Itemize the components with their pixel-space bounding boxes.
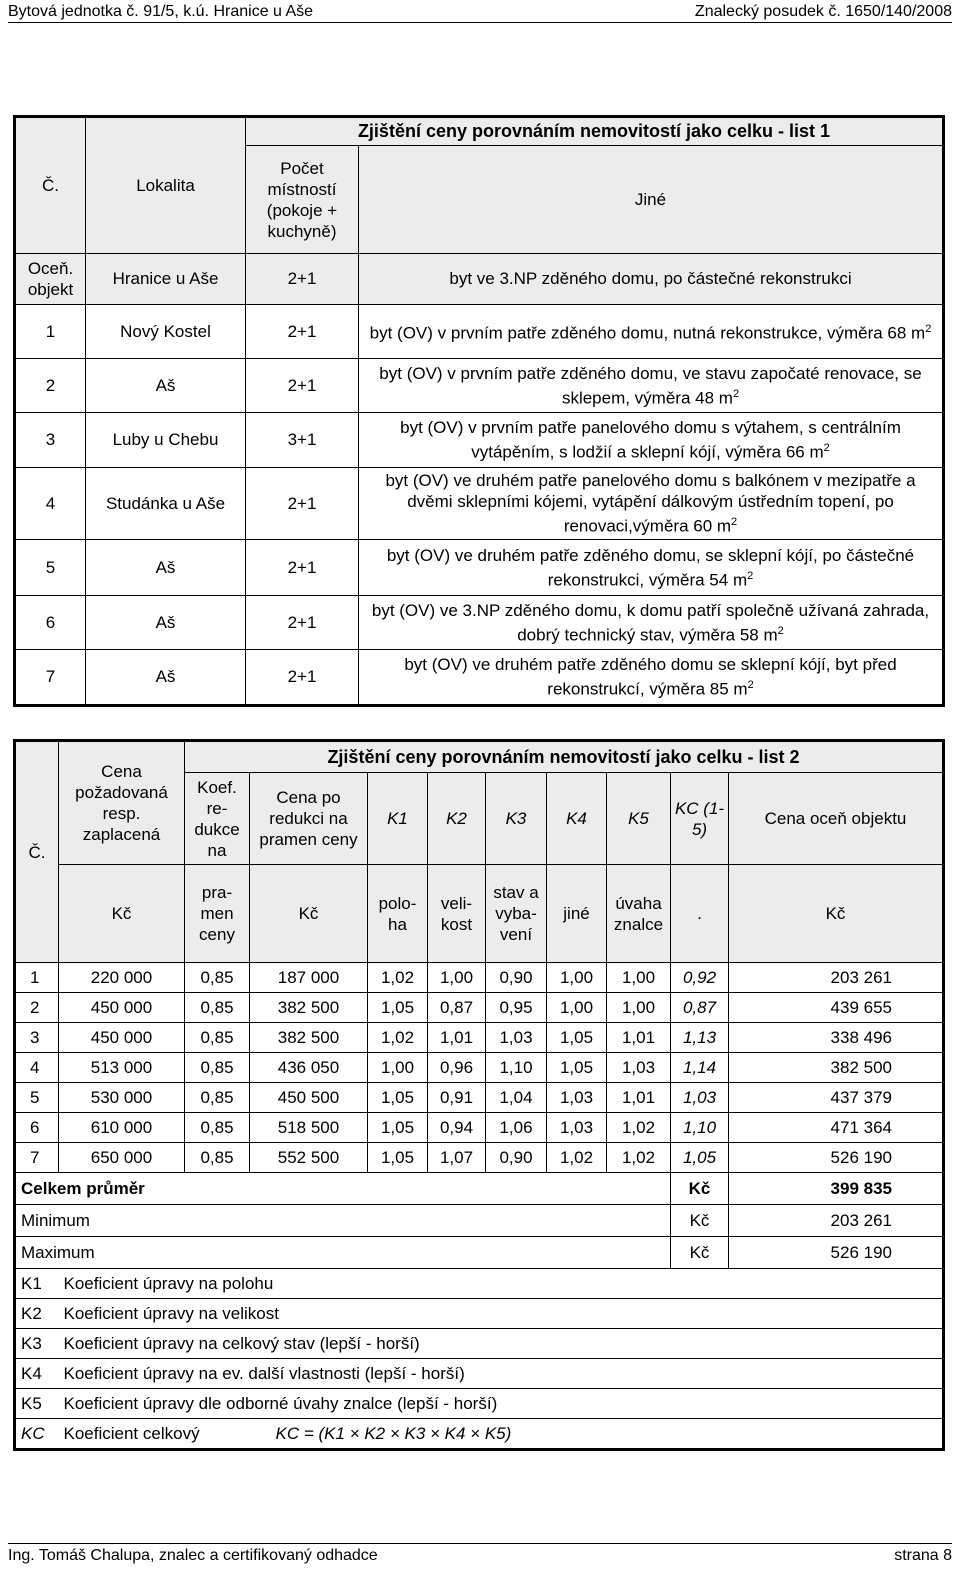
cell-k4: 1,02 bbox=[547, 1143, 607, 1173]
legend-key: K5 bbox=[15, 1389, 59, 1419]
row-jine: byt (OV) v prvním patře panelového domu s výtahem, s centrálním vytápěním, s lodžií a sklepní kójí, výměra 66 $m^2$ bbox=[359, 413, 944, 468]
cell-kc: 1,10 bbox=[671, 1113, 729, 1143]
legend-text: Koeficient úpravy na ev. další vlastnosti (lepší - horší) bbox=[59, 1359, 944, 1389]
unit-stav: stav a vyba- vení bbox=[486, 865, 547, 963]
row-pocet: 2+1 bbox=[246, 359, 359, 413]
legend-text: Koeficient úpravy na polohu bbox=[59, 1269, 944, 1299]
cell-cena: 530 000 bbox=[59, 1083, 185, 1113]
unit-uvaha: úvaha znalce bbox=[607, 865, 671, 963]
unit-poloha: polo- ha bbox=[368, 865, 428, 963]
row-pocet: 2+1 bbox=[246, 650, 359, 706]
cell-k5: 1,00 bbox=[607, 993, 671, 1023]
cell-cena-ocen: 471 364 bbox=[729, 1113, 944, 1143]
row-jine: byt (OV) ve druhém patře zděného domu se sklepní kójí, byt před rekonstrukcí, výměra 85 $m^2$ bbox=[359, 650, 944, 706]
cell-k2: 0,87 bbox=[428, 993, 486, 1023]
cell-k4: 1,05 bbox=[547, 1053, 607, 1083]
cell-k1: 1,05 bbox=[368, 1113, 428, 1143]
cell-cena-po: 382 500 bbox=[250, 1023, 368, 1053]
row-number: 5 bbox=[15, 540, 86, 596]
cell-koef: 0,85 bbox=[185, 1023, 250, 1053]
row-jine: byt (OV) v prvním patře zděného domu, nutná rekonstrukce, výměra 68 $m^2$ bbox=[359, 305, 944, 359]
cell-k2: 0,94 bbox=[428, 1113, 486, 1143]
col-k2: K2 bbox=[428, 773, 486, 865]
row-number: 4 bbox=[15, 468, 86, 540]
row-pocet: 2+1 bbox=[246, 596, 359, 650]
summary-avg-label: Celkem průměr bbox=[15, 1173, 671, 1205]
table-row bbox=[15, 963, 944, 993]
col-header-c: Č. bbox=[15, 117, 86, 254]
col-k3: K3 bbox=[486, 773, 547, 865]
comparison-table-list2 bbox=[13, 739, 945, 1451]
col-cena-ocen: Cena oceň objektu bbox=[729, 773, 944, 865]
cell-cena-po: 518 500 bbox=[250, 1113, 368, 1143]
cell-row-number: 2 bbox=[15, 993, 59, 1023]
col-c: Č. bbox=[15, 741, 59, 963]
page-header bbox=[8, 2, 952, 23]
header-left: Bytová jednotka č. 91/5, k.ú. Hranice u Aše bbox=[8, 3, 314, 20]
comparison-table-list1 bbox=[13, 115, 945, 707]
col-k1: K1 bbox=[368, 773, 428, 865]
cell-k3: 0,95 bbox=[486, 993, 547, 1023]
cell-k2: 1,01 bbox=[428, 1023, 486, 1053]
cell-k4: 1,00 bbox=[547, 963, 607, 993]
cell-koef: 0,85 bbox=[185, 1083, 250, 1113]
cell-cena-po: 552 500 bbox=[250, 1143, 368, 1173]
legend-key: K2 bbox=[15, 1299, 59, 1329]
cell-cena: 450 000 bbox=[59, 993, 185, 1023]
cell-k5: 1,03 bbox=[607, 1053, 671, 1083]
col-cena: Cena požadovaná resp. zaplacená bbox=[59, 741, 185, 865]
list2-title: Zjištění ceny porovnáním nemovitostí jako celku - list 2 bbox=[185, 741, 944, 773]
row-jine: byt (OV) v prvním patře zděného domu, ve stavu započaté renovace, se sklepem, výměra 48 $m^2$ bbox=[359, 359, 944, 413]
cell-row-number: 7 bbox=[15, 1143, 59, 1173]
object-jine: byt ve 3.NP zděného domu, po částečné rekonstrukci bbox=[359, 254, 944, 305]
cell-k1: 1,05 bbox=[368, 1083, 428, 1113]
cell-k3: 0,90 bbox=[486, 963, 547, 993]
header-right: Znalecký posudek č. 1650/140/2008 bbox=[694, 3, 952, 20]
page-footer bbox=[8, 1543, 952, 1566]
row-pocet: 3+1 bbox=[246, 413, 359, 468]
col-cena-po: Cena po redukci na pramen ceny bbox=[250, 773, 368, 865]
row-lokalita: Nový Kostel bbox=[86, 305, 246, 359]
col-kc: KC (1-5) bbox=[671, 773, 729, 865]
cell-k2: 0,91 bbox=[428, 1083, 486, 1113]
cell-cena-po: 436 050 bbox=[250, 1053, 368, 1083]
cell-row-number: 6 bbox=[15, 1113, 59, 1143]
row-lokalita: Aš bbox=[86, 650, 246, 706]
cell-k3: 1,03 bbox=[486, 1023, 547, 1053]
row-lokalita: Aš bbox=[86, 359, 246, 413]
col-koef: Koef. re- dukce na bbox=[185, 773, 250, 865]
row-number: 3 bbox=[15, 413, 86, 468]
unit-pramen: pra- men ceny bbox=[185, 865, 250, 963]
cell-k2: 1,07 bbox=[428, 1143, 486, 1173]
cell-koef: 0,85 bbox=[185, 1143, 250, 1173]
cell-row-number: 4 bbox=[15, 1053, 59, 1083]
table-row bbox=[15, 359, 944, 413]
cell-cena-po: 187 000 bbox=[250, 963, 368, 993]
cell-cena: 450 000 bbox=[59, 1023, 185, 1053]
row-lokalita: Luby u Chebu bbox=[86, 413, 246, 468]
cell-k3: 0,90 bbox=[486, 1143, 547, 1173]
table-row bbox=[15, 468, 944, 540]
footer-left: Ing. Tomáš Chalupa, znalec a certifikovaný odhadce bbox=[8, 1547, 378, 1564]
cell-koef: 0,85 bbox=[185, 993, 250, 1023]
cell-k5: 1,01 bbox=[607, 1083, 671, 1113]
cell-k1: 1,02 bbox=[368, 1023, 428, 1053]
cell-koef: 0,85 bbox=[185, 963, 250, 993]
cell-cena: 513 000 bbox=[59, 1053, 185, 1083]
row-jine: byt (OV) ve druhém patře panelového domu s balkónem v mezipatře a dvěmi sklepními kójemi, vytápění dálkovým ústředním topení, po renovaci,výměra 60 $m^2$ bbox=[359, 468, 944, 540]
cell-kc: 1,13 bbox=[671, 1023, 729, 1053]
summary-max-unit: Kč bbox=[671, 1237, 729, 1269]
valued-object-row bbox=[15, 254, 944, 305]
cell-row-number: 3 bbox=[15, 1023, 59, 1053]
cell-cena: 650 000 bbox=[59, 1143, 185, 1173]
legend-key: K3 bbox=[15, 1329, 59, 1359]
cell-cena-po: 382 500 bbox=[250, 993, 368, 1023]
list1-title: Zjištění ceny porovnáním nemovitostí jako celku - list 1 bbox=[246, 117, 944, 146]
col-header-pocet: Počet místností (pokoje + kuchyně) bbox=[246, 146, 359, 254]
legend-key: KC bbox=[15, 1419, 59, 1450]
table-row bbox=[15, 650, 944, 706]
summary-min-unit: Kč bbox=[671, 1205, 729, 1237]
row-jine: byt (OV) ve druhém patře zděného domu, se sklepní kójí, po částečné rekonstrukci, výměra 54 $m^2$ bbox=[359, 540, 944, 596]
cell-k1: 1,02 bbox=[368, 963, 428, 993]
col-k4: K4 bbox=[547, 773, 607, 865]
summary-min-label: Minimum bbox=[15, 1205, 671, 1237]
table-row bbox=[15, 1083, 944, 1113]
cell-kc: 1,03 bbox=[671, 1083, 729, 1113]
object-label: Oceň. objekt bbox=[15, 254, 86, 305]
cell-cena-po: 450 500 bbox=[250, 1083, 368, 1113]
summary-max-value: 526 190 bbox=[729, 1237, 944, 1269]
table-row bbox=[15, 540, 944, 596]
row-jine: byt (OV) ve 3.NP zděného domu, k domu patří společně užívaná zahrada, dobrý technický stav, výměra 58 $m^2$ bbox=[359, 596, 944, 650]
table-row bbox=[15, 1023, 944, 1053]
row-number: 6 bbox=[15, 596, 86, 650]
cell-k3: 1,04 bbox=[486, 1083, 547, 1113]
unit-jine: jiné bbox=[547, 865, 607, 963]
cell-koef: 0,85 bbox=[185, 1113, 250, 1143]
unit-kc: Kč bbox=[59, 865, 185, 963]
summary-min-value: 203 261 bbox=[729, 1205, 944, 1237]
cell-kc: 0,87 bbox=[671, 993, 729, 1023]
table-row bbox=[15, 1113, 944, 1143]
cell-k1: 1,05 bbox=[368, 1143, 428, 1173]
cell-cena-ocen: 437 379 bbox=[729, 1083, 944, 1113]
table-row bbox=[15, 413, 944, 468]
row-pocet: 2+1 bbox=[246, 540, 359, 596]
unit-dot: . bbox=[671, 865, 729, 963]
cell-cena-ocen: 338 496 bbox=[729, 1023, 944, 1053]
cell-koef: 0,85 bbox=[185, 1053, 250, 1083]
row-number: 1 bbox=[15, 305, 86, 359]
cell-k5: 1,00 bbox=[607, 963, 671, 993]
row-number: 7 bbox=[15, 650, 86, 706]
col-k5: K5 bbox=[607, 773, 671, 865]
cell-cena: 220 000 bbox=[59, 963, 185, 993]
legend-text: Koeficient úpravy na velikost bbox=[59, 1299, 944, 1329]
summary-avg-value: 399 835 bbox=[729, 1173, 944, 1205]
table-row bbox=[15, 1053, 944, 1083]
object-pocet: 2+1 bbox=[246, 254, 359, 305]
cell-cena-ocen: 526 190 bbox=[729, 1143, 944, 1173]
col-header-jine: Jiné bbox=[359, 146, 944, 254]
cell-k1: 1,00 bbox=[368, 1053, 428, 1083]
table-row bbox=[15, 596, 944, 650]
cell-k2: 0,96 bbox=[428, 1053, 486, 1083]
cell-cena-ocen: 382 500 bbox=[729, 1053, 944, 1083]
legend-key: K4 bbox=[15, 1359, 59, 1389]
cell-kc: 1,14 bbox=[671, 1053, 729, 1083]
cell-k4: 1,03 bbox=[547, 1083, 607, 1113]
col-header-lokalita: Lokalita bbox=[86, 117, 246, 254]
row-pocet: 2+1 bbox=[246, 305, 359, 359]
legend-text: Koeficient celkový KC = (K1 × K2 × K3 × K4 × K5) bbox=[59, 1419, 944, 1450]
table-row bbox=[15, 993, 944, 1023]
legend-text: Koeficient úpravy dle odborné úvahy znalce (lepší - horší) bbox=[59, 1389, 944, 1419]
cell-cena: 610 000 bbox=[59, 1113, 185, 1143]
cell-kc: 1,05 bbox=[671, 1143, 729, 1173]
cell-k5: 1,02 bbox=[607, 1143, 671, 1173]
table-row bbox=[15, 305, 944, 359]
legend-formula: KC = (K1 × K2 × K3 × K4 × K5) bbox=[275, 1424, 512, 1443]
footer-right: strana 8 bbox=[894, 1547, 952, 1564]
unit-kc3: Kč bbox=[729, 865, 944, 963]
cell-row-number: 5 bbox=[15, 1083, 59, 1113]
table-row bbox=[15, 1143, 944, 1173]
cell-kc: 0,92 bbox=[671, 963, 729, 993]
summary-avg-unit: Kč bbox=[671, 1173, 729, 1205]
cell-k3: 1,10 bbox=[486, 1053, 547, 1083]
summary-max-label: Maximum bbox=[15, 1237, 671, 1269]
row-number: 2 bbox=[15, 359, 86, 413]
cell-k5: 1,02 bbox=[607, 1113, 671, 1143]
legend-text: Koeficient úpravy na celkový stav (lepší - horší) bbox=[59, 1329, 944, 1359]
cell-row-number: 1 bbox=[15, 963, 59, 993]
cell-k1: 1,05 bbox=[368, 993, 428, 1023]
cell-k4: 1,05 bbox=[547, 1023, 607, 1053]
legend-key: K1 bbox=[15, 1269, 59, 1299]
row-lokalita: Aš bbox=[86, 540, 246, 596]
cell-k4: 1,00 bbox=[547, 993, 607, 1023]
row-lokalita: Studánka u Aše bbox=[86, 468, 246, 540]
row-pocet: 2+1 bbox=[246, 468, 359, 540]
cell-k5: 1,01 bbox=[607, 1023, 671, 1053]
cell-k2: 1,00 bbox=[428, 963, 486, 993]
cell-cena-ocen: 439 655 bbox=[729, 993, 944, 1023]
cell-cena-ocen: 203 261 bbox=[729, 963, 944, 993]
cell-k3: 1,06 bbox=[486, 1113, 547, 1143]
object-lokalita: Hranice u Aše bbox=[86, 254, 246, 305]
cell-k4: 1,03 bbox=[547, 1113, 607, 1143]
row-lokalita: Aš bbox=[86, 596, 246, 650]
unit-velikost: veli- kost bbox=[428, 865, 486, 963]
unit-kc2: Kč bbox=[250, 865, 368, 963]
